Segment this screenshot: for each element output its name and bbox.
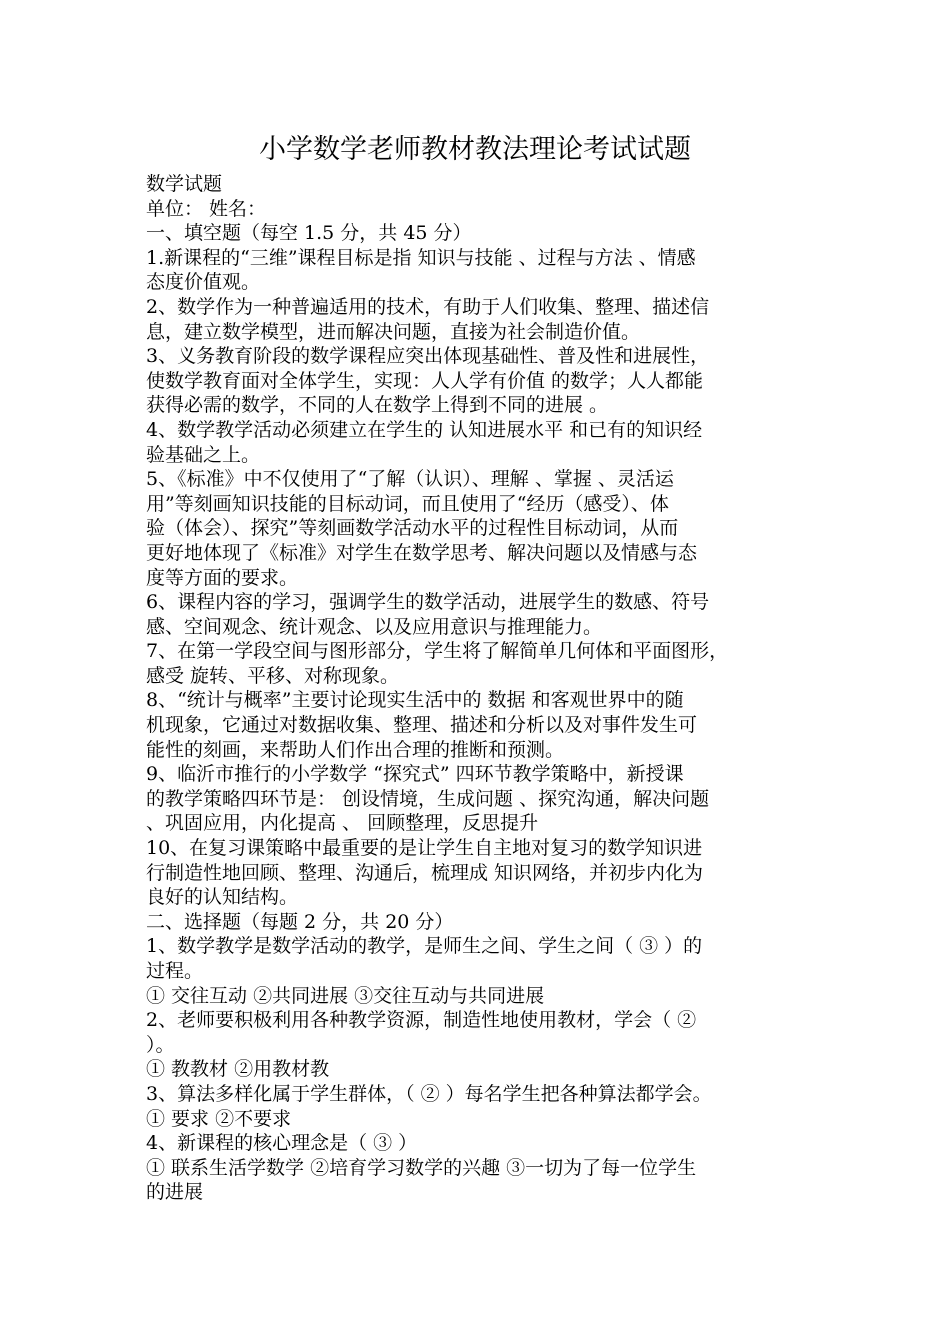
text-line: ）。 [146,1033,175,1056]
document-title: 小学数学老师教材教法理论考试试题 [259,134,691,165]
text-line: 机现象，它通过对数据收集、整理、描述和分析以及对事件发生可 [146,714,698,737]
text-line: 能性的刻画，来帮助人们作出合理的推断和预测。 [146,738,565,761]
text-line: 数学试题 [146,173,223,195]
text-line: 8、“统计与概率”主要讨论现实生活中的 数据 和客观世界中的随 [146,689,684,712]
text-line: ① 联系生活学数学 ②培育学习数学的兴趣 ③一切为了每一位学生 [146,1156,697,1179]
text-line: 态度价值观。 [146,271,261,294]
text-line: ① 教教材 ②用教材教 [146,1058,330,1081]
text-line: 息，建立数学模型，进而解决问题，直接为社会制造价值。 [146,320,641,343]
text-line: 使数学教育面对全体学生，实现：人人学有价值 的数学；人人都能 [146,369,704,392]
text-line: 1.新课程的“三维”课程目标是指 知识与技能 、过程与方法 、情感 [146,246,696,269]
text-line: 2、数学作为一种普遍适用的技术，有助于人们收集、整理、描述信 [146,295,710,318]
text-line: 良好的认知结构。 [146,886,299,909]
text-line: 单位： 姓名： [146,197,267,220]
document-body [146,172,818,1205]
text-line: 2、老师要积极利用各种教学资源，制造性地使用教材，学会（ ② [146,1009,697,1032]
text-line: ① 要求 ②不要求 [146,1107,292,1130]
text-line: 用”等刻画知识技能的目标动词，而且使用了“经历（感受）、体 [146,492,669,515]
text-line: 9、临沂市推行的小学数学 “探究式” 四环节教学策略中，新授课 [146,763,684,786]
text-line: 度等方面的要求。 [146,566,299,589]
text-line: 3、义务教育阶段的数学课程应突出体现基础性、普及性和进展性， [146,345,710,368]
text-line: 1、数学教学是数学活动的教学，是师生之间、学生之间（ ③ ）的 [146,935,703,958]
text-line: 3、算法多样化属于学生群体，（ ② ）每名学生把各种算法都学会。 [146,1082,712,1105]
text-line: ① 交往互动 ②共同进展 ③交往互动与共同进展 [146,984,545,1007]
text-line: 的教学策略四环节是： 创设情境，生成问题 、探究沟通，解决问题 [146,787,710,810]
text-line: 4、数学教学活动必须建立在学生的 认知进展水平 和已有的知识经 [146,418,703,441]
text-line: 、巩固应用，内化提高 、 回顾整理，反思提升 [146,812,539,835]
text-line: 一、填空题（每空 1.5 分，共 45 分） [146,222,472,245]
text-line: 过程。 [146,960,204,982]
text-line: 4、新课程的核心理念是（ ③ ） [146,1132,418,1155]
text-line: 10、在复习课策略中最重要的是让学生自主地对复习的数学知识进 [146,837,703,860]
text-line: 验（体会）、探究”等刻画数学活动水平的过程性目标动词，从而 [146,517,679,540]
text-line: 行制造性地回顾、整理、沟通后，梳理成 知识网络，并初步内化为 [146,861,704,884]
text-line: 获得必需的数学，不同的人在数学上得到不同的进展 。 [146,394,609,417]
text-line: 7、在第一学段空间与图形部分，学生将了解简单几何体和平面图形， [146,640,729,663]
text-line: 感、空间观念、统计观念、以及应用意识与推理能力。 [146,615,603,638]
text-line: 的进展 [146,1181,204,1204]
text-line: 5、《标准》中不仅使用了“了解（认识）、理解 、掌握 、灵活运 [146,468,674,491]
text-line: 感受 旋转、平移、对称现象。 [146,664,400,687]
text-line: 更好地体现了《标准》对学生在数学思考、解决问题以及情感与态 [146,541,698,564]
text-line: 6、课程内容的学习，强调学生的数学活动，进展学生的数感、符号 [146,591,710,614]
text-line: 二、选择题（每题 2 分，共 20 分） [146,910,454,933]
text-line: 验基础之上。 [146,443,261,466]
